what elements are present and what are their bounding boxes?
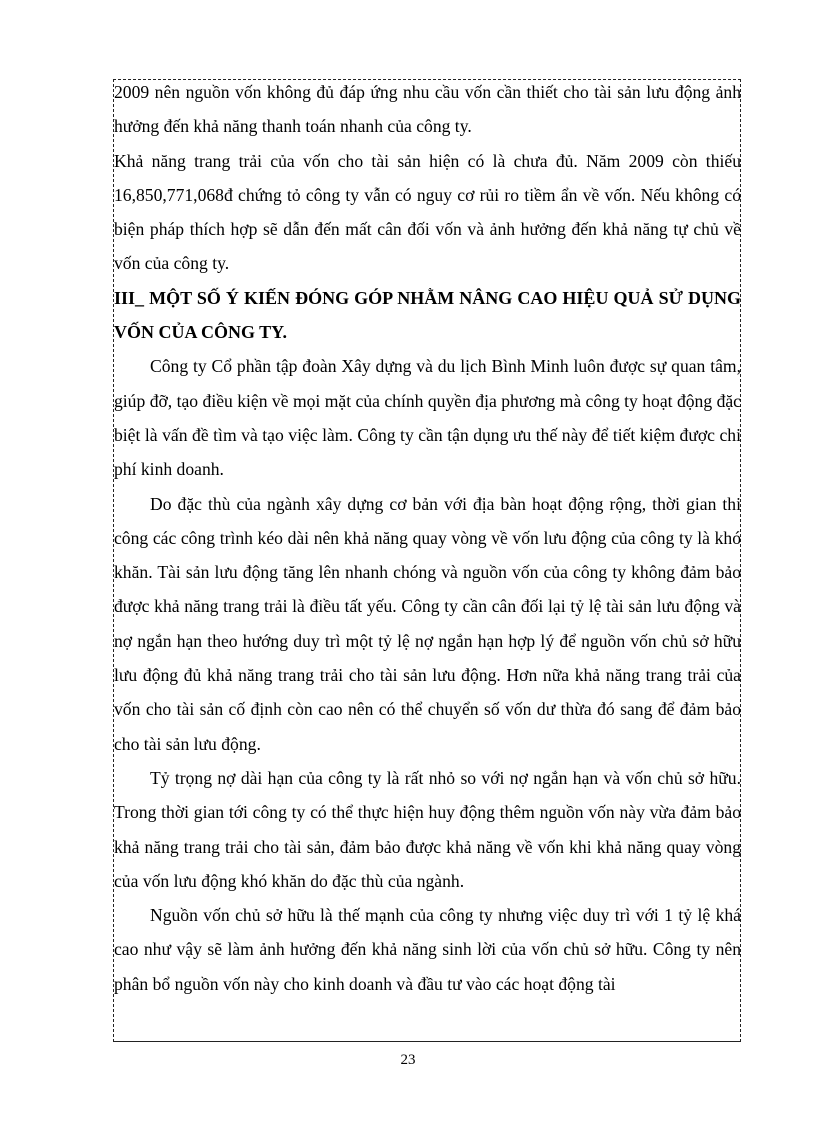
- paragraph-industry-characteristics: Do đặc thù của ngành xây dựng cơ bản với địa bàn hoạt động rộng, thời gian thi công các công trình kéo dài nên khả năng quay vòng về vốn lưu động của công ty là khó khăn. Tài sản lưu động tăng lên nhanh chóng và nguồn vốn của công ty không đảm bảo được khả năng trang trải là điều tất yếu. Công ty cần cân đối lại tỷ lệ tài sản lưu động và nợ ngắn hạn theo hướng duy trì một tỷ lệ nợ ngắn hạn hợp lý để nguồn vốn chủ sở hữu lưu động đủ khả năng trang trải cho tài sản lưu động. Hơn nữa khả năng trang trải của vốn cho tài sản cố định còn cao nên có thể chuyển số vốn dư thừa đó sang để đảm bảo cho tài sản lưu động.: [114, 493, 741, 754]
- paragraph-long-term-debt: Tỷ trọng nợ dài hạn của công ty là rất nhỏ so với nợ ngắn hạn và vốn chủ sở hữu. Trong thời gian tới công ty có thể thực hiện huy động thêm nguồn vốn này vừa đảm bảo khả năng trang trải cho tài sản, đảm bảo được khả năng về vốn khi khả năng quay vòng của vốn lưu động khó khăn do đặc thù của ngành.: [114, 767, 741, 891]
- document-body: [114, 75, 741, 1001]
- paragraph-equity-allocation: Nguồn vốn chủ sở hữu là thế mạnh của công ty nhưng việc duy trì với 1 tỷ lệ khá cao như vậy sẽ làm ảnh hưởng đến khả năng sinh lời của vốn chủ sở hữu. Công ty nên phân bổ nguồn vốn này cho kinh doanh và đầu tư vào các hoạt động tài: [114, 905, 741, 994]
- page-number: 23: [400, 1052, 416, 1068]
- paragraph-local-support: Công ty Cổ phần tập đoàn Xây dựng và du lịch Bình Minh luôn được sự quan tâm, giúp đỡ, tạo điều kiện về mọi mặt của chính quyền địa phương mà công ty hoạt động đặc biệt là vấn đề tìm và tạo việc làm. Công ty cần tận dụng ưu thế này để tiết kiệm được chi phí kinh doanh.: [114, 356, 741, 480]
- paragraph-funding-shortfall: 2009 nên nguồn vốn không đủ đáp ứng nhu cầu vốn cần thiết cho tài sản lưu động ảnh hưởng đến khả năng thanh toán nhanh của công ty.: [114, 82, 741, 137]
- paragraph-capital-coverage: Khả năng trang trải của vốn cho tài sản hiện có là chưa đủ. Năm 2009 còn thiếu 16,850,771,068đ chứng tỏ công ty vẫn có nguy cơ rủi ro tiềm ẩn về vốn. Nếu không có biện pháp thích hợp sẽ dẫn đến mất cân đối vốn và ảnh hưởng đến khả năng tự chủ về vốn của công ty.: [114, 150, 741, 274]
- section-heading-iii: III_ MỘT SỐ Ý KIẾN ĐÓNG GÓP NHẰM NÂNG CAO HIỆU QUẢ SỬ DỤNG VỐN CỦA CÔNG TY.: [114, 287, 741, 343]
